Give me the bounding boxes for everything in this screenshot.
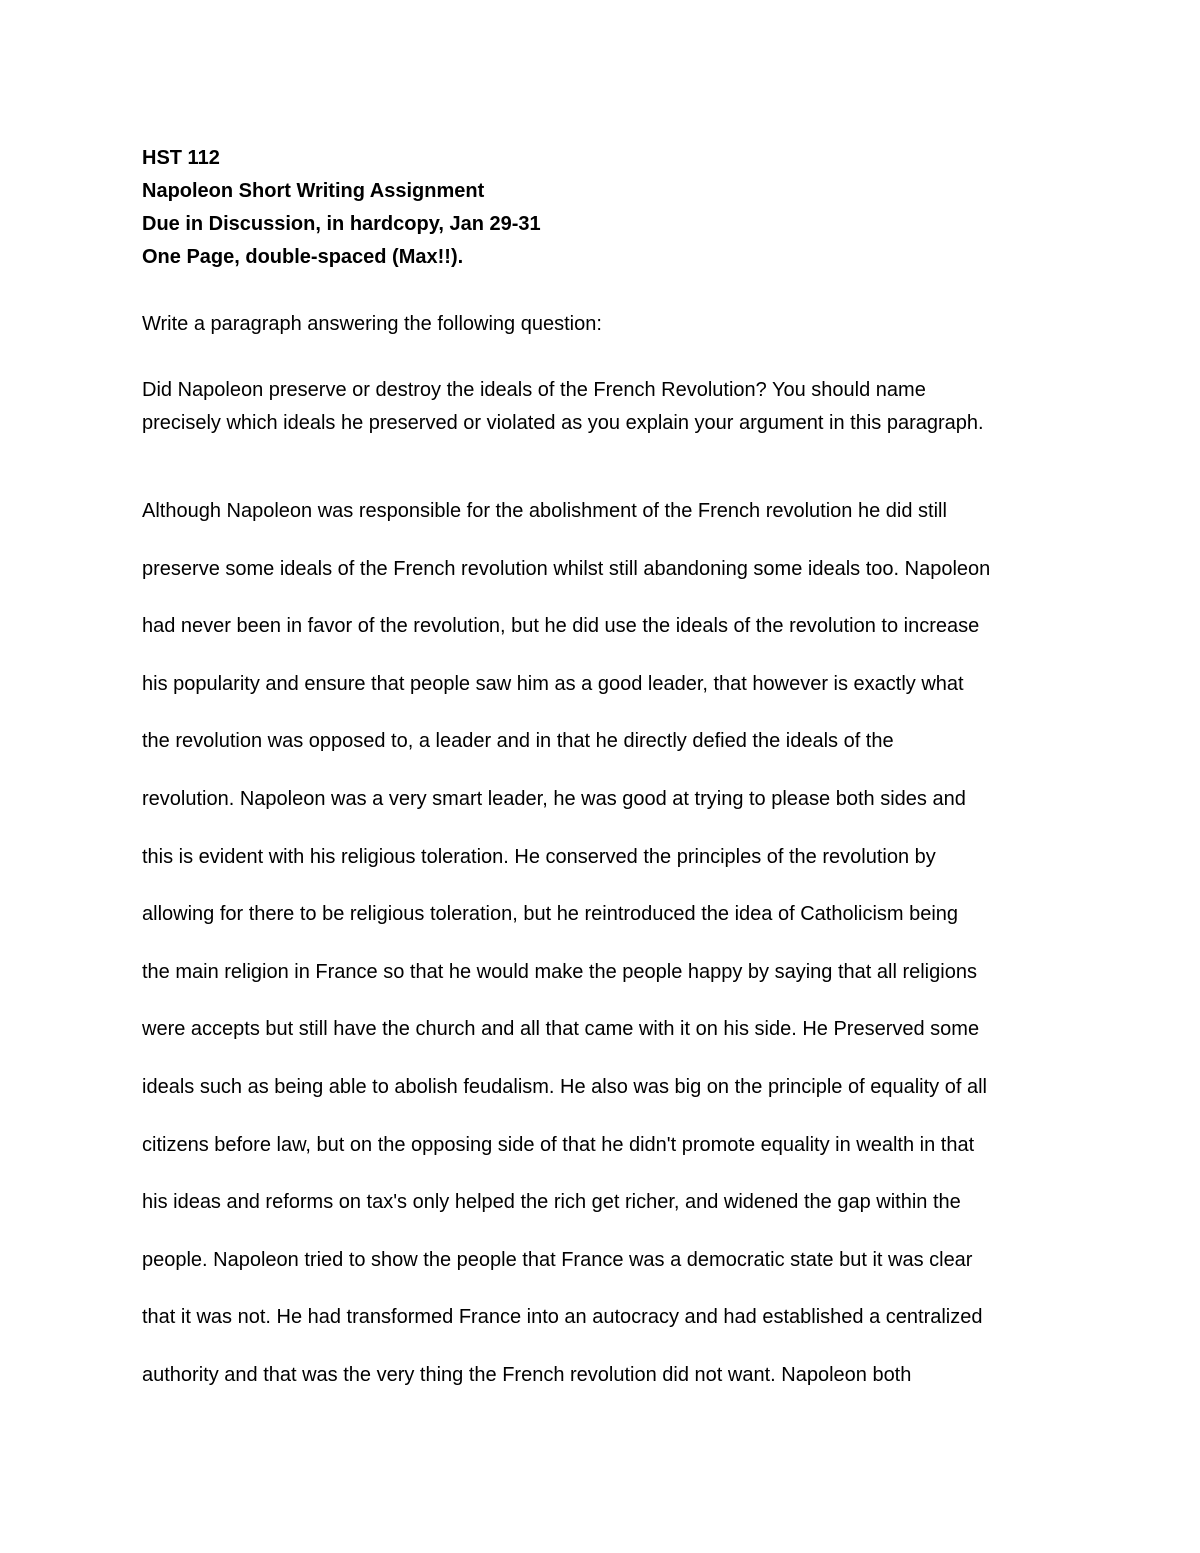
essay-line: had never been in favor of the revolution, but he did use the ideals of the revolution to increase [142, 615, 980, 638]
essay-line: citizens before law, but on the opposing side of that he didn't promote equality in wealth in that [142, 1133, 975, 1156]
essay-line: the main religion in France so that he would make the people happy by saying that all religions [142, 960, 977, 983]
instruction-text: Write a paragraph answering the following question: [142, 313, 602, 335]
essay-line: authority and that was the very thing the French revolution did not want. Napoleon both [142, 1363, 912, 1386]
essay-line: allowing for there to be religious toleration, but he reintroduced the idea of Catholicism being [142, 903, 959, 926]
essay-line: people. Napoleon tried to show the people that France was a democratic state but it was clear [142, 1248, 973, 1271]
essay-line: this is evident with his religious toleration. He conserved the principles of the revolution by [142, 845, 936, 868]
question-text [142, 374, 1082, 440]
due-date: Due in Discussion, in hardcopy, Jan 29-31 [142, 213, 541, 235]
essay-line: his popularity and ensure that people saw him as a good leader, that however is exactly what [142, 672, 964, 695]
question-line: precisely which ideals he preserved or violated as you explain your argument in this paragraph. [142, 412, 984, 434]
essay-line: the revolution was opposed to, a leader and in that he directly defied the ideals of the [142, 730, 894, 753]
question-line: Did Napoleon preserve or destroy the ideals of the French Revolution? You should name [142, 379, 926, 401]
essay-line: revolution. Napoleon was a very smart leader, he was good at trying to please both sides and [142, 787, 966, 810]
essay-paragraph [142, 493, 1082, 1415]
essay-line: were accepts but still have the church and all that came with it on his side. He Preserved some [142, 1018, 980, 1041]
essay-line: that it was not. He had transformed France into an autocracy and had established a centralized [142, 1306, 983, 1329]
assignment-header [142, 142, 1082, 274]
essay-line: ideals such as being able to abolish feudalism. He also was big on the principle of equality of all [142, 1075, 987, 1098]
essay-line: his ideas and reforms on tax's only helped the rich get richer, and widened the gap within the [142, 1191, 961, 1214]
essay-line: preserve some ideals of the French revolution whilst still abandoning some ideals too. Napoleon [142, 557, 991, 580]
essay-line: Although Napoleon was responsible for the abolishment of the French revolution he did still [142, 500, 947, 522]
course-code: HST 112 [142, 147, 220, 169]
assignment-title: Napoleon Short Writing Assignment [142, 180, 485, 202]
length-requirement: One Page, double-spaced (Max!!). [142, 246, 464, 268]
